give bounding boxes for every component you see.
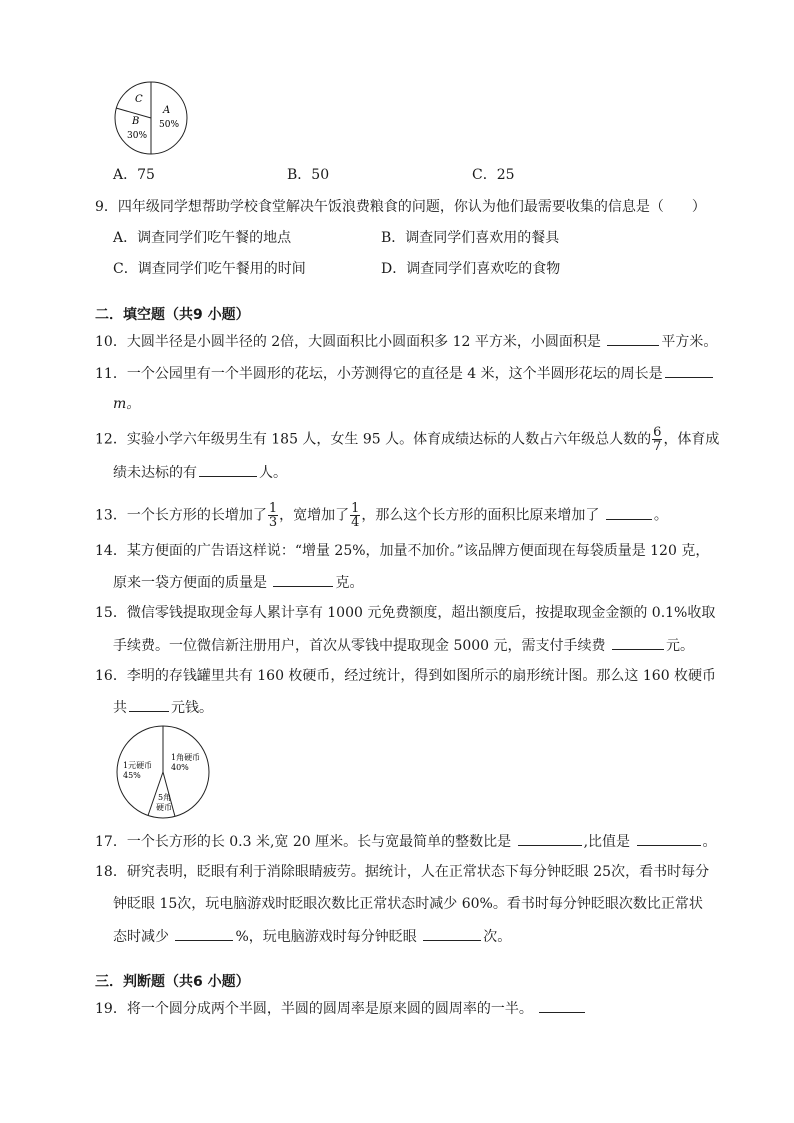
q13-text: 13．一个长方形的长增加了 bbox=[95, 507, 267, 524]
q18-text-3: 态时减少 bbox=[113, 929, 174, 945]
q17-ratio-blank[interactable] bbox=[518, 831, 582, 846]
q11-text: 11．一个公园里有一个半圆形的花坛，小芳测得它的直径是 4 米，这个半圆形花坛的周长是 bbox=[95, 366, 663, 382]
section-title-fill-in: 二．填空题（共9 小题） bbox=[95, 307, 250, 323]
q17 bbox=[95, 831, 717, 852]
q19-answer-blank[interactable] bbox=[539, 998, 585, 1013]
q16-unit: 元钱。 bbox=[171, 700, 213, 716]
q16-answer-blank[interactable] bbox=[129, 697, 169, 712]
pie2-pct-one-jiao: 40% bbox=[171, 763, 189, 772]
q14-unit: 克。 bbox=[335, 575, 364, 591]
q13-fraction-1-numerator: 1 bbox=[268, 501, 278, 516]
q10-answer-blank[interactable] bbox=[607, 331, 659, 346]
q18-percent-blank[interactable] bbox=[175, 926, 233, 941]
q13-answer-blank[interactable] bbox=[606, 505, 652, 520]
q17-text-2: ,比值是 bbox=[583, 834, 635, 850]
q9-option-c: C．调查同学们吃午餐用的时间 bbox=[113, 261, 306, 277]
q12-fraction bbox=[652, 426, 662, 453]
q14-text-2: 原来一袋方便面的质量是 bbox=[113, 575, 272, 591]
q15-answer-blank[interactable] bbox=[612, 635, 664, 650]
q16-line2 bbox=[113, 697, 213, 718]
q15-unit: 元。 bbox=[665, 638, 694, 654]
q13-text-2: ，宽增加了 bbox=[279, 507, 350, 524]
q12-fraction-denominator: 7 bbox=[653, 439, 662, 454]
q13-fraction-1-denominator: 3 bbox=[268, 515, 278, 530]
q17-end: 。 bbox=[702, 834, 717, 850]
q12-line2 bbox=[113, 462, 287, 483]
q13-fraction-2-denominator: 4 bbox=[351, 515, 360, 530]
q12-text-cont: ，体育成 bbox=[663, 431, 720, 448]
pie-chart-coins bbox=[115, 724, 211, 820]
q18-line2: 钟眨眼 15次，玩电脑游戏时眨眼次数比正常状态时减少 60%。看书时每分钟眨眼次数比正常状 bbox=[113, 896, 703, 912]
q14-line1: 14．某方便面的广告语这样说：“增量 25%，加量不加价。”该品牌方便面现在每袋质量是 120 克， bbox=[95, 543, 710, 559]
q11-answer-blank[interactable] bbox=[665, 363, 713, 378]
q9-option-d: D．调查同学们喜欢吃的食物 bbox=[381, 261, 561, 277]
q9-option-a: A．调查同学们吃午餐的地点 bbox=[113, 230, 292, 246]
q9-text: 9．四年级同学想帮助学校食堂解决午饭浪费粮食的问题，你认为他们最需要收集的信息是（ ） bbox=[95, 199, 706, 215]
pie-label-b: B bbox=[132, 116, 140, 127]
q19-text: 19．将一个圆分成两个半圆，半圆的圆周率是原来圆的圆周率的一半。 bbox=[95, 1001, 538, 1017]
pie-pct-b: 30% bbox=[127, 131, 148, 141]
pie-label-c: C bbox=[135, 94, 143, 105]
q8-option-b: B．50 bbox=[287, 167, 330, 183]
q18-line1: 18．研究表明，眨眼有利于消除眼睛疲劳。据统计，人在正常状态下每分钟眨眼 25次，看书时每分 bbox=[95, 864, 710, 880]
q17-value-blank[interactable] bbox=[637, 831, 701, 846]
q15-text-2: 手续费。一位微信新注册用户，首次从零钱中提取现金 5000 元，需支付手续费 bbox=[113, 638, 610, 654]
q15-line2 bbox=[113, 635, 694, 656]
q14-line2 bbox=[113, 572, 363, 593]
pie2-label-one-jiao: 1角硬币 bbox=[171, 753, 201, 762]
q18-unit: 次。 bbox=[483, 929, 512, 945]
q12-answer-blank[interactable] bbox=[199, 462, 257, 477]
q12 bbox=[95, 426, 719, 453]
q18-text-4: %，玩电脑游戏时每分钟眨眼 bbox=[235, 929, 422, 945]
q18-line3 bbox=[113, 926, 511, 947]
q14-answer-blank[interactable] bbox=[273, 572, 333, 587]
pie2-label-five-jiao-2: 硬币 bbox=[156, 803, 172, 812]
q10-unit: 平方米。 bbox=[661, 334, 718, 350]
q13-text-3: ，那么这个长方形的面积比原来增加了 bbox=[361, 507, 604, 524]
q13-fraction-2-numerator: 1 bbox=[351, 501, 360, 516]
q16-text-2: 共 bbox=[113, 700, 127, 716]
q10-text: 10．大圆半径是小圆半径的 2倍，大圆面积比小圆面积多 12 平方米，小圆面积是 bbox=[95, 334, 606, 350]
q9-option-b: B．调查同学们喜欢用的餐具 bbox=[381, 230, 560, 246]
q13 bbox=[95, 502, 668, 529]
pie2-pct-one-yuan: 45% bbox=[123, 771, 141, 780]
q8-option-a: A．75 bbox=[113, 167, 155, 183]
pie2-label-five-jiao-1: 5角 bbox=[158, 793, 172, 802]
q18-count-blank[interactable] bbox=[423, 926, 481, 941]
pie-chart-abc bbox=[113, 80, 189, 156]
q11-unit: m。 bbox=[113, 396, 141, 412]
q16-line1: 16．李明的存钱罐里共有 160 枚硬币，经过统计，得到如图所示的扇形统计图。那么这 160 枚硬币 bbox=[95, 668, 717, 684]
pie-label-a: A bbox=[163, 105, 171, 116]
q13-fraction-1 bbox=[268, 502, 278, 529]
q12-text-2: 绩未达标的有 bbox=[113, 465, 197, 481]
q12-unit: 人。 bbox=[259, 465, 287, 481]
q11 bbox=[95, 363, 715, 384]
q19 bbox=[95, 998, 587, 1019]
q13-fraction-2 bbox=[350, 502, 360, 529]
q8-option-c: C．25 bbox=[472, 167, 515, 183]
q17-text: 17．一个长方形的长 0.3 米,宽 20 厘米。长与宽最简单的整数比是 bbox=[95, 834, 516, 850]
q15-line1: 15．微信零钱提取现金每人累计享有 1000 元免费额度，超出额度后，按提取现金金额的 0.1%收取 bbox=[95, 605, 716, 621]
q10 bbox=[95, 331, 717, 352]
q12-text: 12．实验小学六年级男生有 185 人，女生 95 人。体育成绩达标的人数占六年级总人数的 bbox=[95, 431, 652, 448]
pie2-label-one-yuan: 1元硬币 bbox=[123, 761, 153, 770]
q13-end: 。 bbox=[653, 507, 668, 524]
q12-fraction-numerator: 6 bbox=[653, 425, 662, 440]
section-title-judgement: 三．判断题（共6 小题） bbox=[95, 974, 250, 990]
pie-pct-a: 50% bbox=[159, 120, 180, 130]
